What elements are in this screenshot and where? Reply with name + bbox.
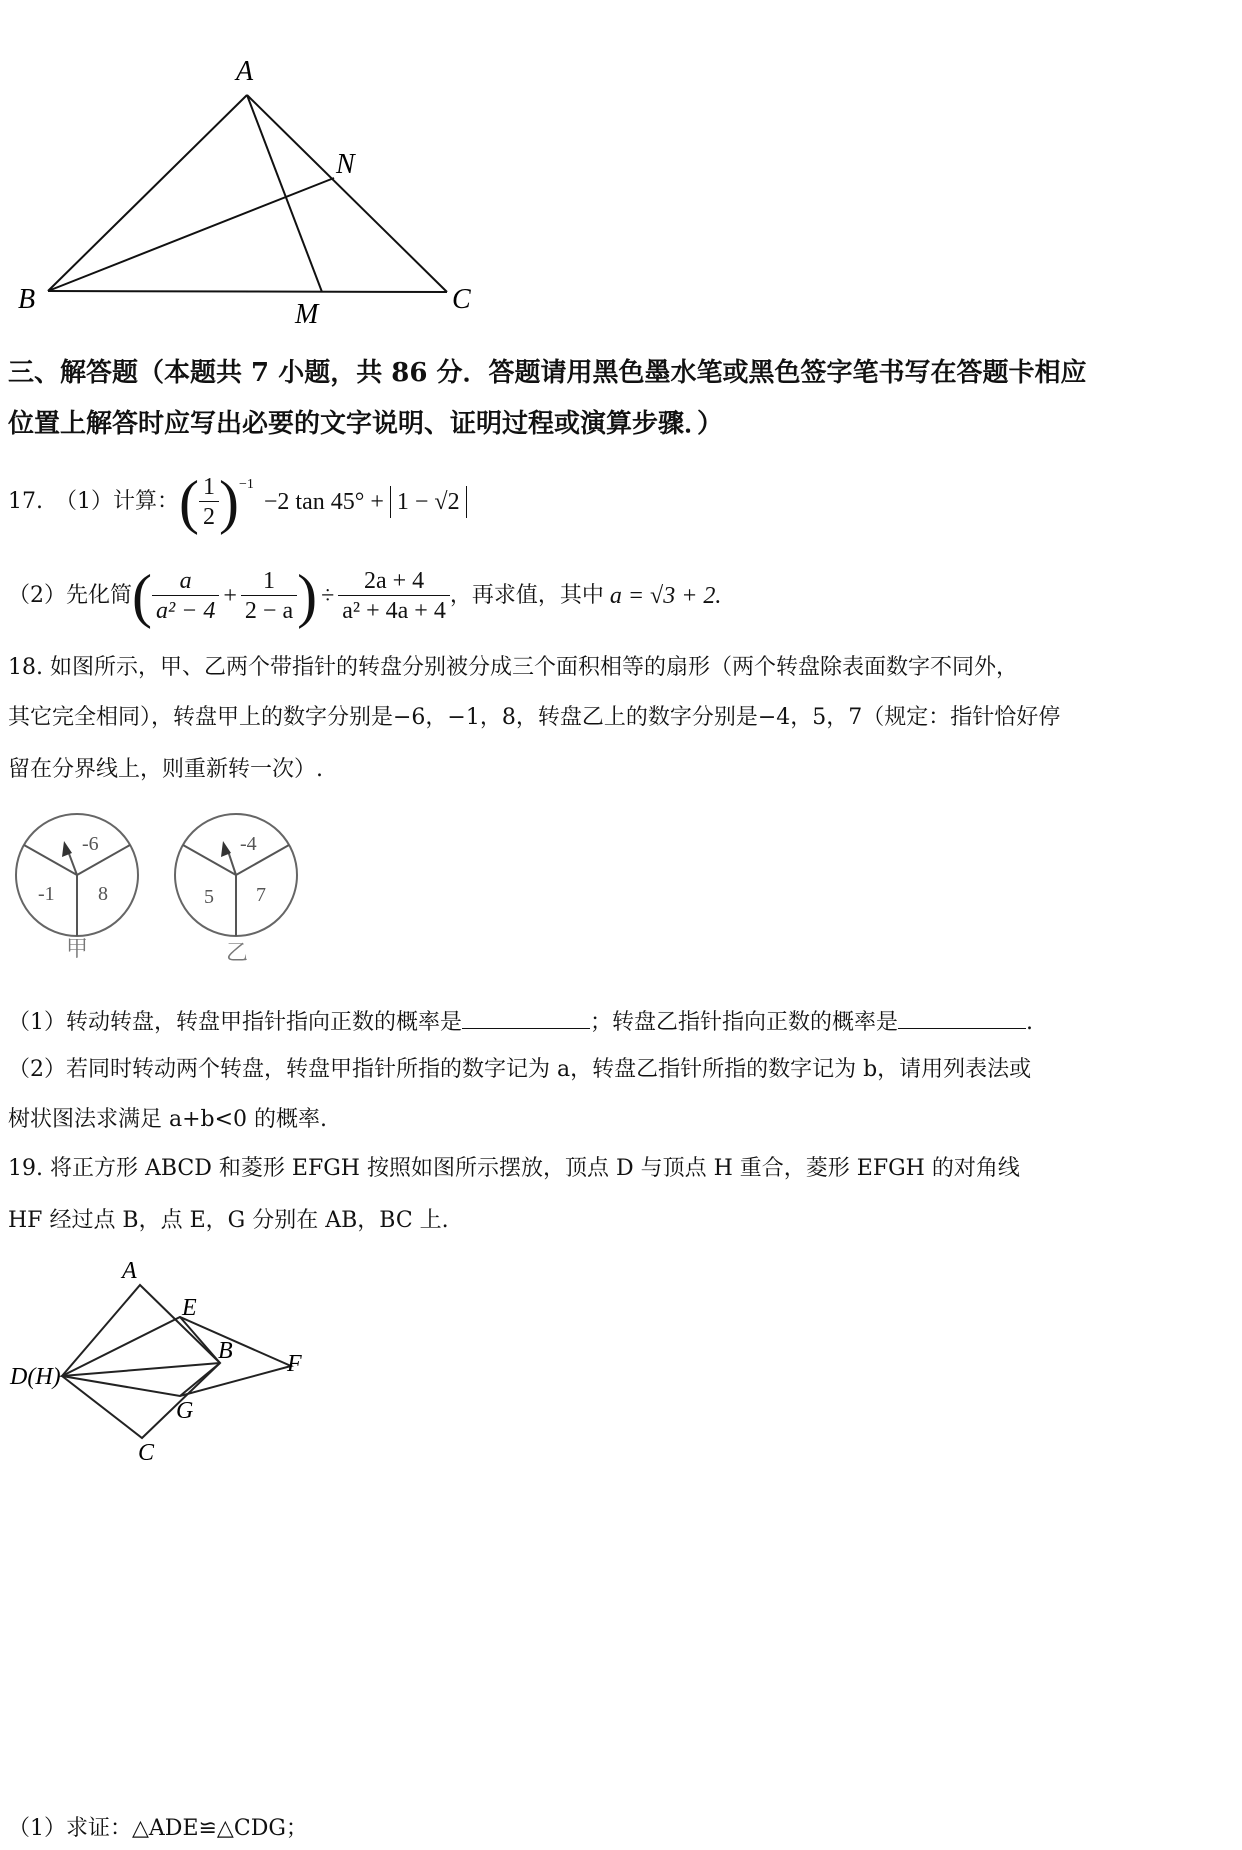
spinner-jia (16, 814, 138, 961)
label-B: B (218, 1338, 233, 1364)
jia-right: 8 (98, 883, 108, 905)
square-rhombus-figure (0, 1250, 340, 1470)
yi-left: 5 (204, 886, 214, 908)
q17-plus: + (223, 583, 237, 609)
q17-frac1: $\frac{a}{\text{a² − 4}}$ (152, 569, 219, 623)
yi-caption: 乙 (226, 940, 249, 965)
q17-part2-tail: ，再求值，其中 (449, 583, 604, 608)
q18-part1 (8, 1010, 1033, 1034)
label-C: C (452, 284, 471, 315)
triangle-figure (0, 0, 620, 340)
pointer-arrow-icon (62, 841, 72, 857)
q18-part1-a: （1）转动转盘，转盘甲指针指向正数的概率是 (8, 1010, 462, 1035)
yi-right: 7 (256, 884, 266, 906)
q17-frac2: $\frac{1}{2 - a}$ (241, 569, 297, 623)
q17-part1 (8, 462, 467, 542)
q17-expr1: ( $\frac{1}{2}$ ) −1 −2 tan 45° + 1 − √2 (179, 472, 467, 532)
jia-caption: 甲 (66, 936, 89, 961)
q19-part1: （1）求证：△ADE≌△CDG； (8, 1816, 308, 1841)
q18-line2: 其它完全相同），转盘甲上的数字分别是−6，−1，8，转盘乙上的数字分别是−4，5，7（规定：指针恰好停 (8, 705, 1061, 730)
q18-part2-line1: （2）若同时转动两个转盘，转盘甲指针所指的数字记为 a，转盘乙指针所指的数字记为 b，请用列表法或 (8, 1057, 1032, 1082)
q18-blank-1[interactable] (462, 1010, 590, 1029)
q17-expr2: ( $\frac{a}{\text{a² − 4}}$ + $\frac{1}{2 - a}$ ) ÷ $\frac{2a + 4}{\text{a² + 4a + 4}}$ (132, 566, 450, 626)
q18-line1: 18. 如图所示，甲、乙两个带指针的转盘分别被分成三个面积相等的扇形（两个转盘除表面数字不同外， (8, 655, 1018, 680)
yi-top: -4 (240, 833, 257, 855)
label-E: E (182, 1295, 197, 1321)
q18-line3: 留在分界线上，则重新转一次）. (8, 757, 323, 782)
q17-part2-label: （2）先化简 (8, 583, 132, 608)
spinners-figure (0, 805, 320, 975)
q19-line2: HF 经过点 B，点 E，G 分别在 AB，BC 上. (8, 1208, 449, 1233)
label-N: N (336, 149, 355, 180)
section3-header-line1: 三、解答题（本题共 7 小题，共 86 分．答题请用黑色墨水笔或黑色签字笔书写在答题卡相应 (8, 358, 1087, 388)
q17-abs: 1 − √2 (390, 486, 467, 518)
label-F: F (287, 1351, 302, 1377)
q17-part1-label: （1）计算： (55, 489, 179, 514)
jia-left: -1 (38, 883, 55, 905)
spinner-yi (175, 814, 297, 965)
label-G: G (176, 1398, 194, 1424)
section3-header-line2: 位置上解答时应写出必要的文字说明、证明过程或演算步骤．） (8, 409, 724, 439)
q18-part1-b: ；转盘乙指针指向正数的概率是 (590, 1010, 899, 1035)
q17-frac-half: $\frac{1}{2}$ (199, 475, 219, 529)
label-M: M (295, 299, 319, 330)
q18-part2-line2: 树状图法求满足 a+b<0 的概率. (8, 1107, 328, 1132)
q18-part1-end: . (1026, 1010, 1034, 1035)
q17-part2 (8, 558, 721, 634)
label-A: A (236, 56, 254, 87)
jia-top: -6 (82, 833, 99, 855)
label-DH: D(H) (10, 1364, 61, 1390)
q17-exponent: −1 (238, 477, 254, 492)
q19-line1: 19. 将正方形 ABCD 和菱形 EFGH 按照如图所示摆放，顶点 D 与顶点 H 重合，菱形 EFGH 的对角线 (8, 1156, 1020, 1181)
q17-number: 17. (8, 489, 43, 514)
label-C: C (138, 1440, 155, 1466)
label-B: B (18, 284, 36, 315)
q17-div: ÷ (321, 583, 335, 609)
q17-middle: −2 tan 45° + (263, 489, 384, 515)
q17-frac3: $\frac{2a + 4}{\text{a² + 4a + 4}}$ (338, 569, 450, 623)
label-A: A (122, 1258, 137, 1284)
q17-value: a = √3 + 2. (609, 583, 722, 609)
q18-blank-2[interactable] (898, 1010, 1026, 1029)
